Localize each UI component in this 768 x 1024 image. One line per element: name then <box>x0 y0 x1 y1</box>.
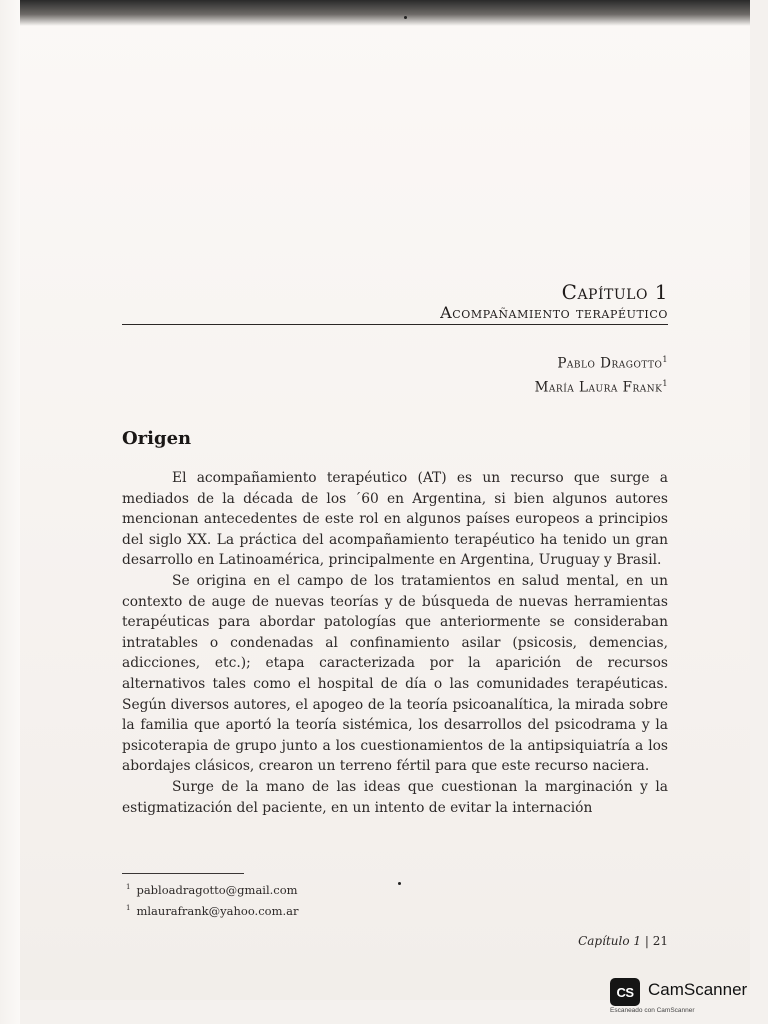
body-text <box>122 468 668 818</box>
camscanner-brand: CamScanner <box>648 980 748 999</box>
paragraph: Surge de la mano de las ideas que cuestionan la marginación y la estigmatización del paciente, en un intento de evitar la internación <box>122 778 668 816</box>
paragraph: El acompañamiento terapéutico (AT) es un recurso que surge a mediados de la década de los ´60 en Argentina, si bien algunos autores mencionan antecedentes de este rol en algunos países europeos a principios del siglo XX. La práctica del acompañamiento terapéutico ha tenido un gran desarrollo en Latinoamérica, principalmente en Argentina, Uruguay y Brasil. <box>122 470 668 569</box>
title-rule <box>122 324 668 325</box>
speck <box>398 882 401 885</box>
page-number: 21 <box>652 934 668 948</box>
footnote-mark: 1 <box>662 355 668 364</box>
paragraph: Se origina en el campo de los tratamientos en salud mental, en un contexto de auge de nuevas teorías y de búsqueda de nuevas herramientas terapéuticas para abordar patologías que anteriormente se consideraban intratables o condenadas al confinamiento asilar (psicosis, demencias, adicciones, etc.); etapa caracterizada por la aparición de recursos alternativos tales como el hospital de día o las comunidades terapéuticas. Según diversos autores, el apogeo de la teoría psicoanalítica, la mirada sobre la familia que aportó la teoría sistémica, los desarrollos del psicodrama y la psicoterapia de grupo junto a los cuestionamientos de la antipsiquiatría a los abordajes clásicos, crearon un terreno fértil para que este recurso naciera. <box>122 572 668 775</box>
author-line <box>535 374 668 398</box>
footnote-email: pabloadragotto@gmail.com <box>136 882 298 897</box>
author-name: Pablo Dragotto <box>557 355 663 372</box>
chapter-title: Acompañamiento terapéutico <box>440 303 668 322</box>
camscanner-caption: Escaneado con CamScanner <box>610 1007 695 1014</box>
footnote-email: mlaurafrank@yahoo.com.ar <box>136 903 299 918</box>
scan-top-shadow <box>20 0 750 26</box>
camscanner-watermark <box>608 976 758 1020</box>
author-name: María Laura Frank <box>534 379 663 395</box>
page-footer <box>578 934 668 948</box>
chapter-number: Capítulo 1 <box>561 280 668 304</box>
author-line <box>535 350 668 374</box>
footnote-mark: 1 <box>662 378 668 388</box>
footnote-rule <box>122 873 244 874</box>
camscanner-logo-icon: CS <box>610 978 640 1006</box>
authors-block <box>535 350 668 397</box>
speck <box>404 16 407 19</box>
footnote <box>126 899 299 920</box>
footer-separator: | <box>644 934 649 948</box>
footer-chapter-label: Capítulo 1 <box>578 934 642 948</box>
footnote <box>126 878 299 899</box>
scan-edge <box>0 0 20 1024</box>
footnotes <box>126 878 299 920</box>
footnote-mark: 1 <box>126 883 131 891</box>
section-heading: Origen <box>122 428 192 449</box>
footnote-mark: 1 <box>126 903 131 912</box>
